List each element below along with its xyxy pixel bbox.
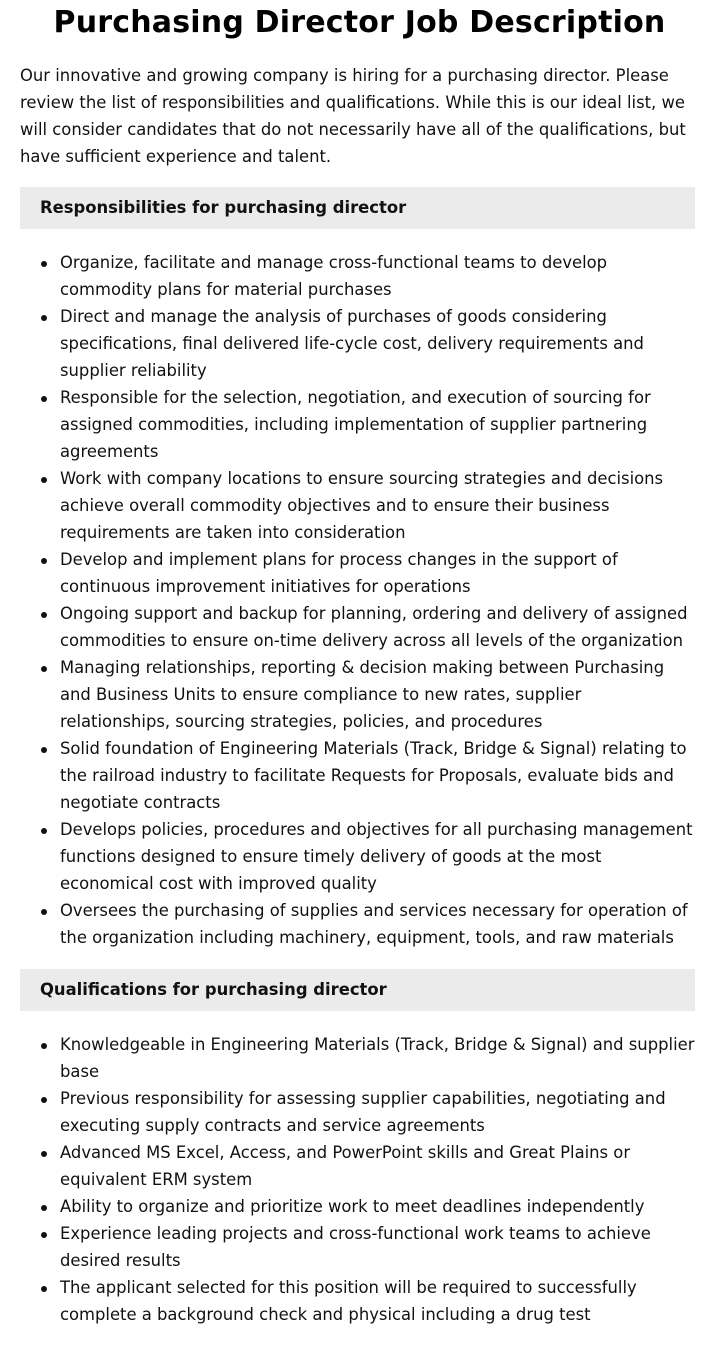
list-item	[60, 1085, 695, 1139]
list-item-text: Develop and implement plans for process changes in the support of continuous improvement initiatives for operations	[60, 550, 618, 596]
bullet-icon	[41, 558, 47, 564]
list-item	[60, 546, 695, 600]
list-item-text: Develops policies, procedures and objectives for all purchasing management functions designed to ensure timely delivery of goods at the most economical cost with improved quality	[60, 820, 693, 893]
list-item	[60, 249, 695, 303]
bullet-icon	[41, 1097, 47, 1103]
qualifications-heading: Qualifications for purchasing director	[20, 969, 695, 1011]
list-item	[60, 465, 695, 546]
list-item	[60, 1031, 695, 1085]
list-item	[60, 384, 695, 465]
bullet-icon	[41, 477, 47, 483]
list-item-text: Solid foundation of Engineering Materials (Track, Bridge & Signal) relating to the railroad industry to facilitate Requests for Proposals, evaluate bids and negotiate contracts	[60, 739, 687, 812]
list-item-text: The applicant selected for this position will be required to successfully complete a background check and physical including a drug test	[60, 1278, 637, 1324]
bullet-icon	[41, 747, 47, 753]
list-item-text: Previous responsibility for assessing supplier capabilities, negotiating and executing supply contracts and service agreements	[60, 1089, 666, 1135]
list-item-text: Advanced MS Excel, Access, and PowerPoint skills and Great Plains or equivalent ERM system	[60, 1143, 631, 1189]
bullet-icon	[41, 828, 47, 834]
bullet-icon	[41, 261, 47, 267]
list-item-text: Experience leading projects and cross-functional work teams to achieve desired results	[60, 1224, 651, 1270]
list-item-text: Managing relationships, reporting & decision making between Purchasing and Business Units to ensure compliance to new rates, supplier relationships, sourcing strategies, policies, and procedures	[60, 658, 665, 731]
list-item	[60, 303, 695, 384]
bullet-icon	[41, 909, 47, 915]
bullet-icon	[41, 315, 47, 321]
bullet-icon	[41, 1151, 47, 1157]
list-item-text: Ongoing support and backup for planning, ordering and delivery of assigned commodities to ensure on-time delivery across all levels of the organization	[60, 604, 688, 650]
list-item-text: Oversees the purchasing of supplies and services necessary for operation of the organization including machinery, equipment, tools, and raw materials	[60, 901, 688, 947]
list-item-text: Ability to organize and prioritize work to meet deadlines independently	[60, 1197, 645, 1216]
bullet-icon	[41, 666, 47, 672]
list-item-text: Organize, facilitate and manage cross-functional teams to develop commodity plans for material purchases	[60, 253, 608, 299]
list-item	[60, 600, 695, 654]
qualifications-list	[20, 1031, 695, 1328]
intro-paragraph: Our innovative and growing company is hiring for a purchasing director. Please review the list of responsibilities and qualifications. While this is our ideal list, we will consider candidates that do not necessarily have all of the qualifications, but have sufficient experience and talent.	[20, 66, 686, 166]
page-title: Purchasing Director Job Description	[53, 5, 666, 40]
list-item-text: Work with company locations to ensure sourcing strategies and decisions achieve overall commodity objectives and to ensure their business requirements are taken into consideration	[60, 469, 664, 542]
bullet-icon	[41, 1232, 47, 1238]
responsibilities-list	[20, 249, 695, 951]
bullet-icon	[41, 1286, 47, 1292]
list-item	[60, 1139, 695, 1193]
list-item	[60, 1220, 695, 1274]
bullet-icon	[41, 396, 47, 402]
list-item-text: Direct and manage the analysis of purchases of goods considering specifications, final delivered life-cycle cost, delivery requirements and supplier reliability	[60, 307, 644, 380]
list-item	[60, 735, 695, 816]
bullet-icon	[41, 1205, 47, 1211]
responsibilities-heading: Responsibilities for purchasing director	[20, 187, 695, 229]
list-item-text: Responsible for the selection, negotiation, and execution of sourcing for assigned commodities, including implementation of supplier partnering agreements	[60, 388, 651, 461]
list-item	[60, 897, 695, 951]
list-item	[60, 1193, 695, 1220]
list-item	[60, 816, 695, 897]
bullet-icon	[41, 612, 47, 618]
list-item	[60, 1274, 695, 1328]
list-item	[60, 654, 695, 735]
bullet-icon	[41, 1043, 47, 1049]
list-item-text: Knowledgeable in Engineering Materials (Track, Bridge & Signal) and supplier base	[60, 1035, 695, 1081]
